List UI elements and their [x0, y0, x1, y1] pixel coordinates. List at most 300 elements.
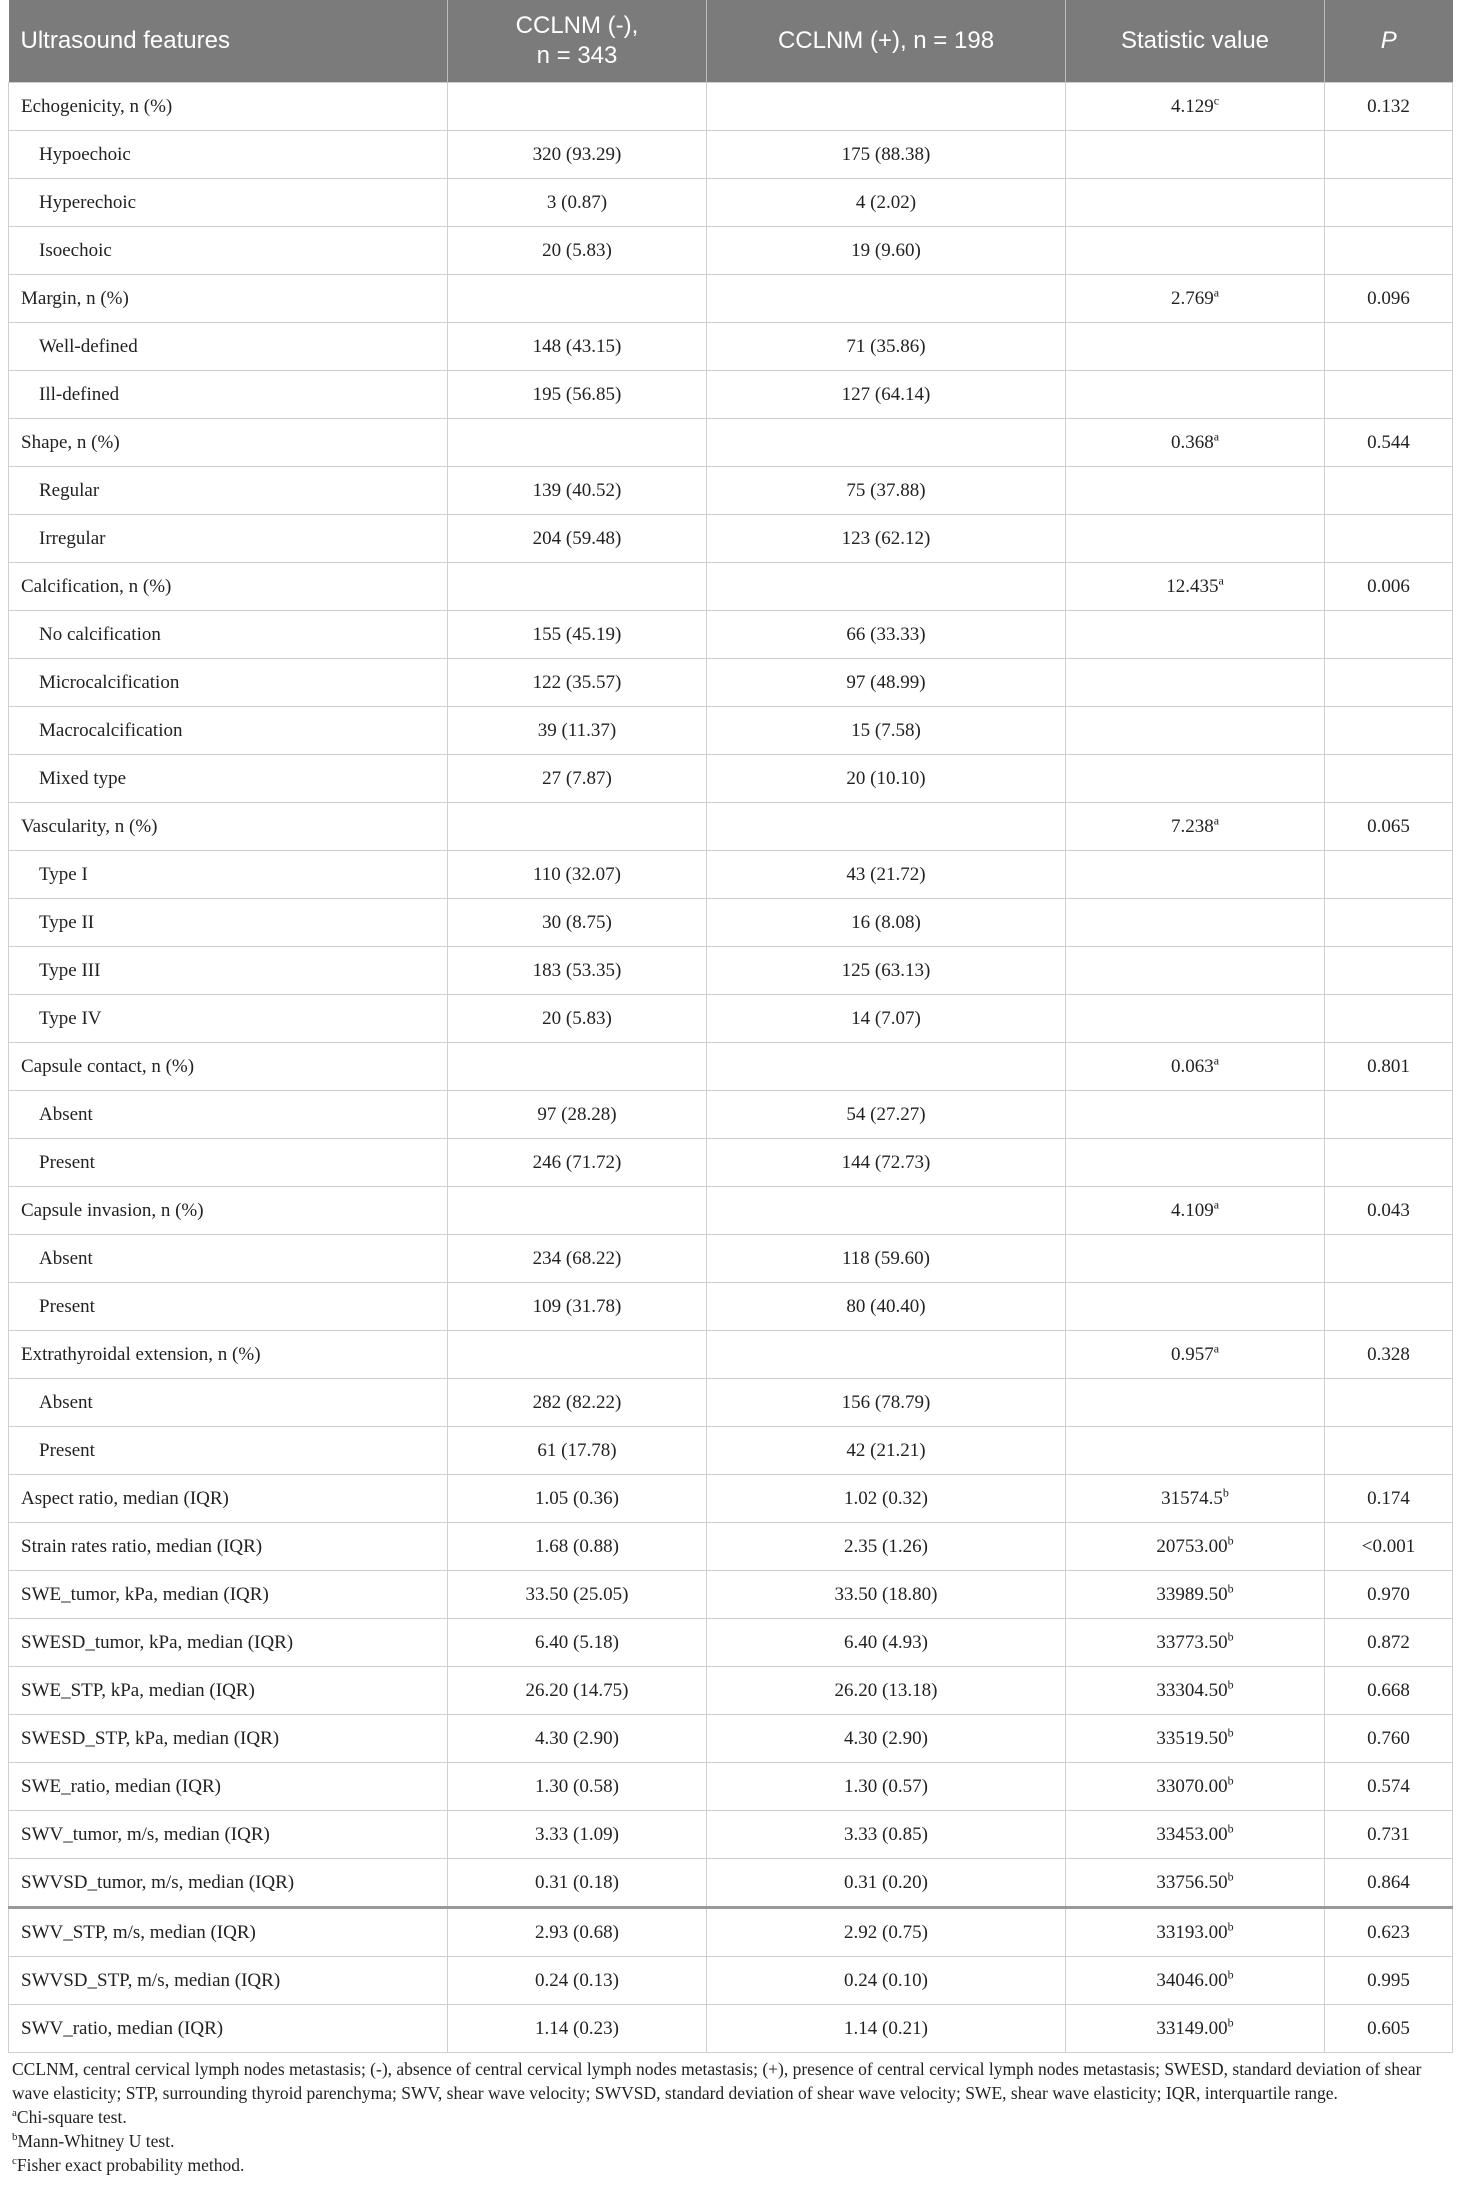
- p-value-cell: 0.760: [1325, 1715, 1453, 1763]
- statistic-cell: [1066, 1523, 1325, 1571]
- cclnm-negative-cell: [448, 275, 707, 323]
- cclnm-positive-cell: 1.02 (0.32): [707, 1475, 1066, 1523]
- statistic-cell: [1066, 1379, 1325, 1427]
- statistic-test-marker: b: [1227, 2015, 1234, 2030]
- statistic-test-marker: b: [1227, 1725, 1234, 1740]
- statistic-cell: [1066, 467, 1325, 515]
- table-row: [9, 755, 1453, 803]
- statistic-cell: [1066, 803, 1325, 851]
- p-value-cell: [1325, 515, 1453, 563]
- cclnm-negative-cell: 61 (17.78): [448, 1427, 707, 1475]
- statistic-test-marker: b: [1227, 1773, 1234, 1788]
- statistic-cell: [1066, 947, 1325, 995]
- cclnm-negative-cell: 0.24 (0.13): [448, 1957, 707, 2005]
- p-value-cell: 0.605: [1325, 2005, 1453, 2053]
- statistic-test-marker: b: [1227, 1821, 1234, 1836]
- cclnm-negative-cell: 139 (40.52): [448, 467, 707, 515]
- statistic-cell: [1066, 611, 1325, 659]
- statistic-cell: [1066, 995, 1325, 1043]
- table-footnotes: [8, 2057, 1456, 2177]
- statistic-value: 12.435: [1166, 575, 1219, 597]
- feature-cell: SWVSD_tumor, m/s, median (IQR): [9, 1859, 448, 1908]
- footnote-c-text: Fisher exact probability method.: [16, 2155, 245, 2175]
- header-cclnm-negative-line1: CCLNM (-),: [515, 12, 639, 39]
- cclnm-negative-cell: 20 (5.83): [448, 227, 707, 275]
- p-value-cell: 0.006: [1325, 563, 1453, 611]
- p-value-cell: 0.574: [1325, 1763, 1453, 1811]
- cclnm-positive-cell: 125 (63.13): [707, 947, 1066, 995]
- statistic-cell: [1066, 1715, 1325, 1763]
- statistic-test-marker: a: [1213, 1053, 1220, 1068]
- statistic-test-marker: b: [1227, 1533, 1234, 1548]
- p-value-cell: 0.970: [1325, 1571, 1453, 1619]
- statistic-test-marker: b: [1227, 1967, 1234, 1982]
- statistic-value: 20753.00: [1156, 1535, 1228, 1557]
- feature-cell: Type III: [9, 947, 448, 995]
- p-value-cell: [1325, 611, 1453, 659]
- statistic-cell: [1066, 1957, 1325, 2005]
- cclnm-negative-cell: 1.14 (0.23): [448, 2005, 707, 2053]
- cclnm-negative-cell: [448, 83, 707, 131]
- cclnm-positive-cell: 0.24 (0.10): [707, 1957, 1066, 2005]
- p-value-cell: 0.096: [1325, 275, 1453, 323]
- p-value-cell: 0.132: [1325, 83, 1453, 131]
- feature-cell: Extrathyroidal extension, n (%): [9, 1331, 448, 1379]
- cclnm-positive-cell: 3.33 (0.85): [707, 1811, 1066, 1859]
- footnote-c: [12, 2153, 1456, 2177]
- statistic-value: 2.769: [1170, 287, 1214, 309]
- cclnm-positive-cell: 20 (10.10): [707, 755, 1066, 803]
- feature-cell: Absent: [9, 1235, 448, 1283]
- statistic-cell: [1066, 1571, 1325, 1619]
- p-value-cell: 0.731: [1325, 1811, 1453, 1859]
- table-row: [9, 659, 1453, 707]
- footnote-a-text: Chi-square test.: [16, 2107, 127, 2127]
- table-row: [9, 1187, 1453, 1235]
- feature-cell: Type I: [9, 851, 448, 899]
- cclnm-negative-cell: 0.31 (0.18): [448, 1859, 707, 1908]
- cclnm-negative-cell: 3.33 (1.09): [448, 1811, 707, 1859]
- feature-cell: SWE_STP, kPa, median (IQR): [9, 1667, 448, 1715]
- cclnm-positive-cell: 118 (59.60): [707, 1235, 1066, 1283]
- cclnm-positive-cell: [707, 83, 1066, 131]
- table-row: [9, 1379, 1453, 1427]
- table-row: [9, 323, 1453, 371]
- table-row: [9, 1331, 1453, 1379]
- cclnm-negative-cell: 195 (56.85): [448, 371, 707, 419]
- statistic-cell: [1066, 1139, 1325, 1187]
- feature-cell: Present: [9, 1427, 448, 1475]
- cclnm-negative-cell: [448, 563, 707, 611]
- p-value-cell: [1325, 467, 1453, 515]
- statistic-cell: [1066, 851, 1325, 899]
- table-body: [9, 83, 1453, 2053]
- statistic-cell: [1066, 707, 1325, 755]
- cclnm-negative-cell: 1.05 (0.36): [448, 1475, 707, 1523]
- cclnm-positive-cell: 42 (21.21): [707, 1427, 1066, 1475]
- feature-cell: Well-defined: [9, 323, 448, 371]
- header-ultrasound-features: Ultrasound features: [9, 0, 448, 83]
- statistic-value: 34046.00: [1156, 1969, 1228, 1991]
- table-row: [9, 467, 1453, 515]
- cclnm-positive-cell: 4.30 (2.90): [707, 1715, 1066, 1763]
- table-row: [9, 1283, 1453, 1331]
- p-value-cell: 0.065: [1325, 803, 1453, 851]
- header-cclnm-negative-line2: n = 343: [536, 42, 618, 69]
- p-value-cell: 0.801: [1325, 1043, 1453, 1091]
- statistic-test-marker: a: [1213, 1197, 1220, 1212]
- statistic-cell: [1066, 515, 1325, 563]
- statistic-value: 0.063: [1170, 1055, 1214, 1077]
- p-value-cell: [1325, 1091, 1453, 1139]
- table-row: [9, 1043, 1453, 1091]
- statistic-value: 33453.00: [1156, 1823, 1228, 1845]
- cclnm-negative-cell: [448, 1331, 707, 1379]
- cclnm-negative-cell: 26.20 (14.75): [448, 1667, 707, 1715]
- table-row: [9, 1571, 1453, 1619]
- feature-cell: Hyperechoic: [9, 179, 448, 227]
- cclnm-positive-cell: 54 (27.27): [707, 1091, 1066, 1139]
- cclnm-positive-cell: 0.31 (0.20): [707, 1859, 1066, 1908]
- table-row: [9, 275, 1453, 323]
- feature-cell: Type II: [9, 899, 448, 947]
- feature-cell: SWV_STP, m/s, median (IQR): [9, 1908, 448, 1957]
- feature-cell: Present: [9, 1283, 448, 1331]
- p-value-cell: [1325, 755, 1453, 803]
- statistic-cell: [1066, 1811, 1325, 1859]
- statistic-cell: [1066, 1283, 1325, 1331]
- table-row: [9, 515, 1453, 563]
- statistic-cell: [1066, 419, 1325, 467]
- table-row: [9, 1475, 1453, 1523]
- statistic-cell: [1066, 1908, 1325, 1957]
- feature-cell: Vascularity, n (%): [9, 803, 448, 851]
- table-row: [9, 1715, 1453, 1763]
- cclnm-negative-cell: 282 (82.22): [448, 1379, 707, 1427]
- table-row: [9, 851, 1453, 899]
- footnote-b-text: Mann-Whitney U test.: [17, 2131, 175, 2151]
- statistic-cell: [1066, 1667, 1325, 1715]
- footnote-a: [12, 2105, 1456, 2129]
- header-cclnm-positive: CCLNM (+), n = 198: [707, 0, 1066, 83]
- table-row: [9, 1908, 1453, 1957]
- statistic-cell: [1066, 1187, 1325, 1235]
- cclnm-negative-cell: 155 (45.19): [448, 611, 707, 659]
- cclnm-negative-cell: 39 (11.37): [448, 707, 707, 755]
- feature-cell: Absent: [9, 1091, 448, 1139]
- cclnm-negative-cell: 20 (5.83): [448, 995, 707, 1043]
- p-value-cell: [1325, 851, 1453, 899]
- statistic-cell: [1066, 1091, 1325, 1139]
- cclnm-positive-cell: [707, 1043, 1066, 1091]
- statistic-test-marker: b: [1227, 1677, 1234, 1692]
- footnote-b: [12, 2129, 1456, 2153]
- statistic-test-marker: b: [1227, 1869, 1234, 1884]
- p-value-cell: [1325, 899, 1453, 947]
- statistic-value: 31574.5: [1161, 1487, 1223, 1509]
- cclnm-positive-cell: 2.92 (0.75): [707, 1908, 1066, 1957]
- header-statistic-value: Statistic value: [1066, 0, 1325, 83]
- statistic-cell: [1066, 275, 1325, 323]
- table-row: [9, 179, 1453, 227]
- cclnm-negative-cell: [448, 419, 707, 467]
- feature-cell: Margin, n (%): [9, 275, 448, 323]
- feature-cell: Aspect ratio, median (IQR): [9, 1475, 448, 1523]
- p-value-cell: [1325, 323, 1453, 371]
- statistic-cell: [1066, 1331, 1325, 1379]
- feature-cell: Echogenicity, n (%): [9, 83, 448, 131]
- statistic-cell: [1066, 659, 1325, 707]
- cclnm-negative-cell: 30 (8.75): [448, 899, 707, 947]
- feature-cell: Strain rates ratio, median (IQR): [9, 1523, 448, 1571]
- feature-cell: No calcification: [9, 611, 448, 659]
- p-value-cell: 0.043: [1325, 1187, 1453, 1235]
- feature-cell: SWESD_STP, kPa, median (IQR): [9, 1715, 448, 1763]
- p-value-cell: [1325, 1235, 1453, 1283]
- statistic-cell: [1066, 1043, 1325, 1091]
- cclnm-positive-cell: 75 (37.88): [707, 467, 1066, 515]
- statistic-test-marker: a: [1213, 429, 1220, 444]
- cclnm-negative-cell: 109 (31.78): [448, 1283, 707, 1331]
- cclnm-positive-cell: [707, 563, 1066, 611]
- p-value-cell: [1325, 659, 1453, 707]
- table-row: [9, 1427, 1453, 1475]
- table-header-row: [9, 0, 1453, 83]
- statistic-cell: [1066, 1475, 1325, 1523]
- feature-cell: Ill-defined: [9, 371, 448, 419]
- statistic-cell: [1066, 2005, 1325, 2053]
- table-row: [9, 563, 1453, 611]
- cclnm-positive-cell: [707, 1331, 1066, 1379]
- p-value-cell: [1325, 947, 1453, 995]
- cclnm-positive-cell: 19 (9.60): [707, 227, 1066, 275]
- feature-cell: Mixed type: [9, 755, 448, 803]
- table-row: [9, 1667, 1453, 1715]
- statistic-value: 33989.50: [1156, 1583, 1228, 1605]
- cclnm-negative-cell: [448, 1043, 707, 1091]
- table-row: [9, 707, 1453, 755]
- cclnm-negative-cell: 6.40 (5.18): [448, 1619, 707, 1667]
- p-value-cell: [1325, 1139, 1453, 1187]
- statistic-value: 33773.50: [1156, 1631, 1228, 1653]
- feature-cell: SWV_tumor, m/s, median (IQR): [9, 1811, 448, 1859]
- table-row: [9, 1619, 1453, 1667]
- statistic-test-marker: a: [1213, 285, 1220, 300]
- cclnm-negative-cell: 234 (68.22): [448, 1235, 707, 1283]
- footnote-b-mark: b: [12, 2131, 18, 2144]
- ultrasound-features-table: [8, 0, 1453, 2053]
- statistic-cell: [1066, 371, 1325, 419]
- feature-cell: Capsule contact, n (%): [9, 1043, 448, 1091]
- table-row: [9, 995, 1453, 1043]
- cclnm-positive-cell: 26.20 (13.18): [707, 1667, 1066, 1715]
- statistic-value: 4.109: [1170, 1199, 1214, 1221]
- statistic-value: 33149.00: [1156, 2017, 1228, 2039]
- cclnm-positive-cell: 43 (21.72): [707, 851, 1066, 899]
- cclnm-negative-cell: 33.50 (25.05): [448, 1571, 707, 1619]
- statistic-value: 4.129: [1170, 95, 1214, 117]
- cclnm-positive-cell: 123 (62.12): [707, 515, 1066, 563]
- table-row: [9, 947, 1453, 995]
- statistic-value: 0.368: [1170, 431, 1214, 453]
- footnote-c-mark: c: [12, 2155, 17, 2168]
- cclnm-positive-cell: 127 (64.14): [707, 371, 1066, 419]
- p-value-cell: 0.872: [1325, 1619, 1453, 1667]
- p-value-cell: <0.001: [1325, 1523, 1453, 1571]
- cclnm-positive-cell: 97 (48.99): [707, 659, 1066, 707]
- table-row: [9, 227, 1453, 275]
- feature-cell: Irregular: [9, 515, 448, 563]
- cclnm-negative-cell: 27 (7.87): [448, 755, 707, 803]
- statistic-cell: [1066, 755, 1325, 803]
- feature-cell: SWE_tumor, kPa, median (IQR): [9, 1571, 448, 1619]
- cclnm-negative-cell: 3 (0.87): [448, 179, 707, 227]
- table-row: [9, 611, 1453, 659]
- statistic-value: 33070.00: [1156, 1775, 1228, 1797]
- feature-cell: Shape, n (%): [9, 419, 448, 467]
- p-value-cell: 0.668: [1325, 1667, 1453, 1715]
- statistic-test-marker: a: [1213, 1341, 1220, 1356]
- cclnm-negative-cell: 97 (28.28): [448, 1091, 707, 1139]
- statistic-test-marker: b: [1222, 1485, 1229, 1500]
- feature-cell: Capsule invasion, n (%): [9, 1187, 448, 1235]
- feature-cell: SWVSD_STP, m/s, median (IQR): [9, 1957, 448, 2005]
- feature-cell: SWESD_tumor, kPa, median (IQR): [9, 1619, 448, 1667]
- cclnm-positive-cell: 14 (7.07): [707, 995, 1066, 1043]
- cclnm-positive-cell: 71 (35.86): [707, 323, 1066, 371]
- cclnm-positive-cell: [707, 1187, 1066, 1235]
- cclnm-positive-cell: 4 (2.02): [707, 179, 1066, 227]
- header-cclnm-negative: [448, 0, 707, 83]
- statistic-value: 7.238: [1170, 815, 1214, 837]
- p-value-cell: 0.544: [1325, 419, 1453, 467]
- table-row: [9, 1763, 1453, 1811]
- cclnm-negative-cell: 320 (93.29): [448, 131, 707, 179]
- statistic-cell: [1066, 131, 1325, 179]
- cclnm-positive-cell: 80 (40.40): [707, 1283, 1066, 1331]
- cclnm-negative-cell: [448, 1187, 707, 1235]
- cclnm-negative-cell: 246 (71.72): [448, 1139, 707, 1187]
- statistic-cell: [1066, 179, 1325, 227]
- feature-cell: Regular: [9, 467, 448, 515]
- cclnm-negative-cell: 122 (35.57): [448, 659, 707, 707]
- statistic-cell: [1066, 1763, 1325, 1811]
- cclnm-positive-cell: 144 (72.73): [707, 1139, 1066, 1187]
- cclnm-positive-cell: 2.35 (1.26): [707, 1523, 1066, 1571]
- p-value-cell: [1325, 1427, 1453, 1475]
- footnote-a-mark: a: [12, 2107, 17, 2120]
- table-row: [9, 1811, 1453, 1859]
- feature-cell: Macrocalcification: [9, 707, 448, 755]
- cclnm-negative-cell: 1.68 (0.88): [448, 1523, 707, 1571]
- feature-cell: Present: [9, 1139, 448, 1187]
- statistic-cell: [1066, 83, 1325, 131]
- cclnm-positive-cell: 66 (33.33): [707, 611, 1066, 659]
- statistic-value: 33519.50: [1156, 1727, 1228, 1749]
- p-value-cell: [1325, 131, 1453, 179]
- table-row: [9, 1957, 1453, 2005]
- p-value-cell: [1325, 371, 1453, 419]
- cclnm-negative-cell: 204 (59.48): [448, 515, 707, 563]
- statistic-cell: [1066, 1859, 1325, 1908]
- p-value-cell: 0.995: [1325, 1957, 1453, 2005]
- statistic-test-marker: b: [1227, 1629, 1234, 1644]
- feature-cell: Microcalcification: [9, 659, 448, 707]
- statistic-value: 33304.50: [1156, 1679, 1228, 1701]
- statistic-cell: [1066, 563, 1325, 611]
- p-value-cell: 0.864: [1325, 1859, 1453, 1908]
- statistic-test-marker: c: [1213, 93, 1220, 108]
- statistic-cell: [1066, 1619, 1325, 1667]
- table-row: [9, 1139, 1453, 1187]
- table-container: [8, 0, 1452, 2177]
- cclnm-positive-cell: [707, 275, 1066, 323]
- statistic-test-marker: a: [1213, 813, 1220, 828]
- table-row: [9, 1235, 1453, 1283]
- cclnm-negative-cell: 148 (43.15): [448, 323, 707, 371]
- cclnm-positive-cell: [707, 803, 1066, 851]
- table-row: [9, 83, 1453, 131]
- feature-cell: Type IV: [9, 995, 448, 1043]
- p-value-cell: 0.623: [1325, 1908, 1453, 1957]
- statistic-cell: [1066, 323, 1325, 371]
- table-row: [9, 1523, 1453, 1571]
- cclnm-positive-cell: 15 (7.58): [707, 707, 1066, 755]
- p-value-cell: 0.328: [1325, 1331, 1453, 1379]
- feature-cell: Calcification, n (%): [9, 563, 448, 611]
- feature-cell: SWE_ratio, median (IQR): [9, 1763, 448, 1811]
- cclnm-negative-cell: [448, 803, 707, 851]
- footnote-abbreviations: CCLNM, central cervical lymph nodes metastasis; (-), absence of central cervical lymph nodes metastasis; (+), presence of central cervical lymph nodes metastasis; SWESD, standard deviation of shear wave elasticity; STP, surrounding thyroid parenchyma; SWV, shear wave velocity; SWVSD, standard deviation of shear wave velocity; SWE, shear wave elasticity; IQR, interquartile range.: [12, 2059, 1422, 2103]
- statistic-value: 33756.50: [1156, 1871, 1228, 1893]
- cclnm-negative-cell: 183 (53.35): [448, 947, 707, 995]
- cclnm-positive-cell: 156 (78.79): [707, 1379, 1066, 1427]
- cclnm-positive-cell: 16 (8.08): [707, 899, 1066, 947]
- p-value-cell: [1325, 227, 1453, 275]
- cclnm-positive-cell: 33.50 (18.80): [707, 1571, 1066, 1619]
- table-row: [9, 131, 1453, 179]
- table-row: [9, 803, 1453, 851]
- cclnm-negative-cell: 110 (32.07): [448, 851, 707, 899]
- statistic-cell: [1066, 227, 1325, 275]
- p-value-cell: [1325, 1379, 1453, 1427]
- cclnm-negative-cell: 4.30 (2.90): [448, 1715, 707, 1763]
- feature-cell: Isoechoic: [9, 227, 448, 275]
- feature-cell: Hypoechoic: [9, 131, 448, 179]
- table-row: [9, 1859, 1453, 1908]
- statistic-test-marker: a: [1218, 573, 1224, 588]
- table-row: [9, 2005, 1453, 2053]
- feature-cell: SWV_ratio, median (IQR): [9, 2005, 448, 2053]
- table-row: [9, 1091, 1453, 1139]
- table-row: [9, 899, 1453, 947]
- statistic-test-marker: b: [1227, 1919, 1234, 1934]
- statistic-value: 0.957: [1170, 1343, 1214, 1365]
- cclnm-positive-cell: 6.40 (4.93): [707, 1619, 1066, 1667]
- statistic-cell: [1066, 1427, 1325, 1475]
- p-value-cell: [1325, 179, 1453, 227]
- cclnm-positive-cell: 1.14 (0.21): [707, 2005, 1066, 2053]
- feature-cell: Absent: [9, 1379, 448, 1427]
- statistic-test-marker: b: [1227, 1581, 1234, 1596]
- p-value-cell: 0.174: [1325, 1475, 1453, 1523]
- p-value-cell: [1325, 707, 1453, 755]
- statistic-value: 33193.00: [1156, 1921, 1228, 1943]
- cclnm-negative-cell: 2.93 (0.68): [448, 1908, 707, 1957]
- cclnm-negative-cell: 1.30 (0.58): [448, 1763, 707, 1811]
- p-value-cell: [1325, 1283, 1453, 1331]
- statistic-cell: [1066, 1235, 1325, 1283]
